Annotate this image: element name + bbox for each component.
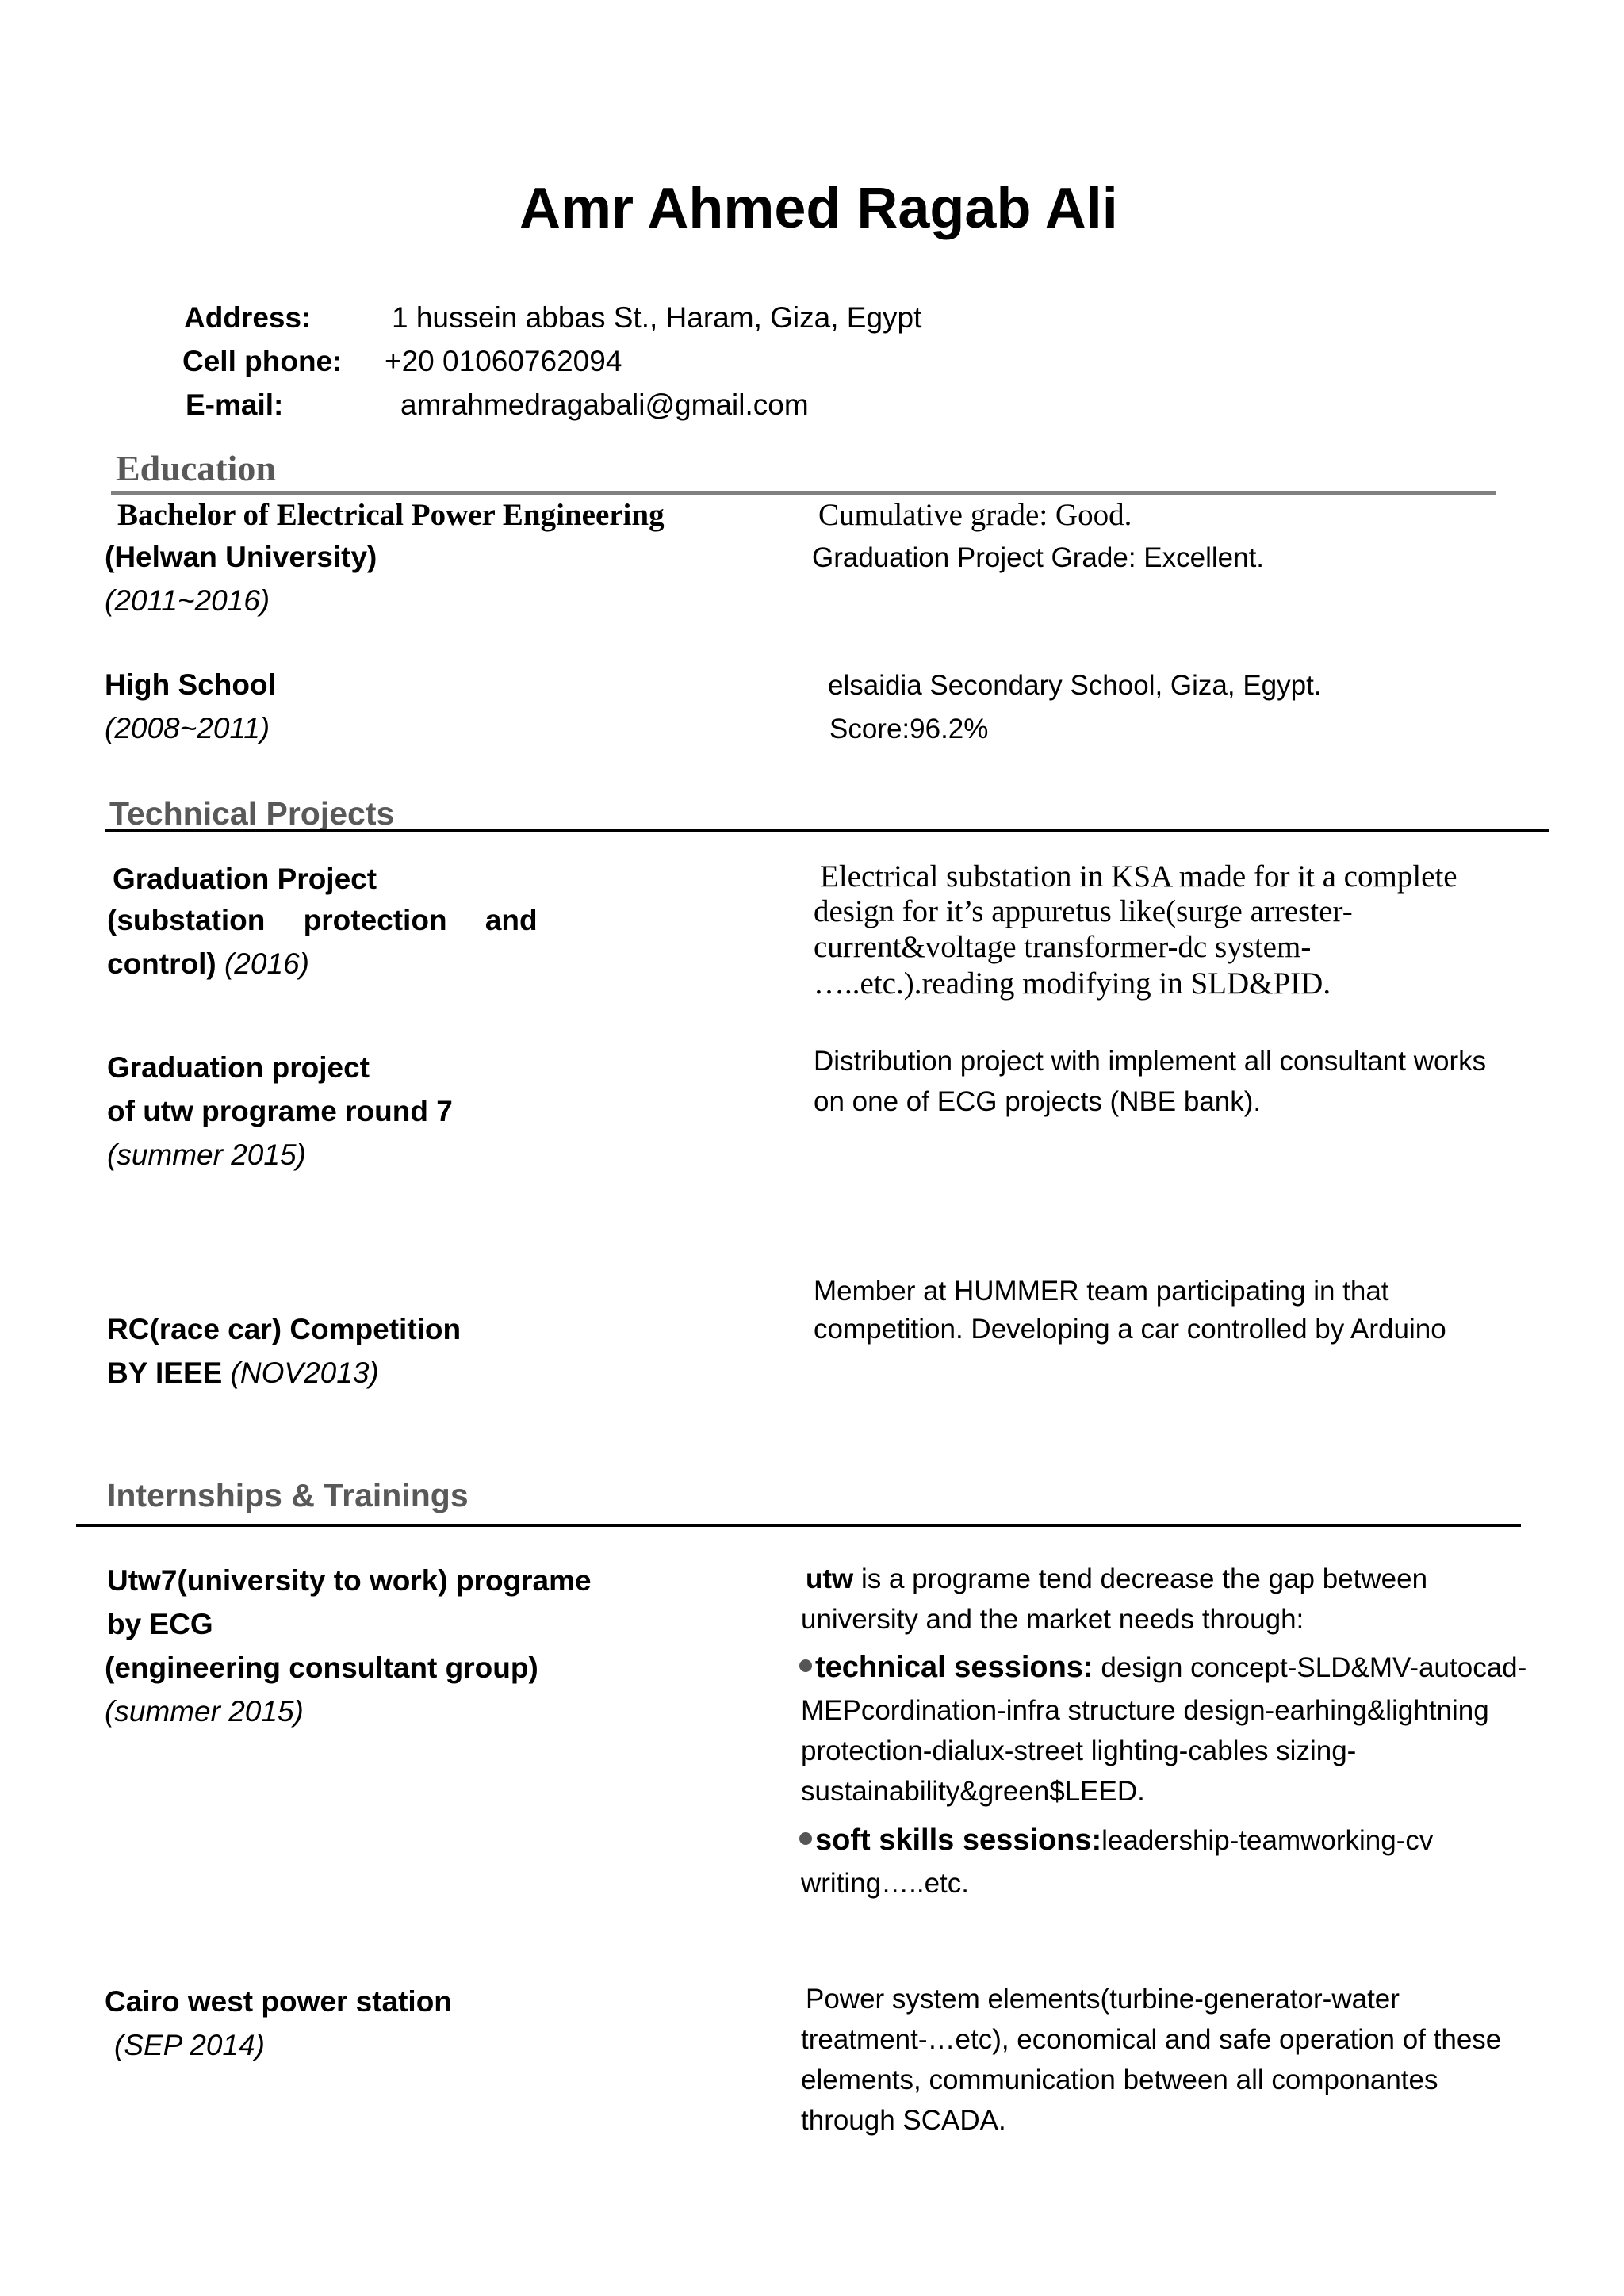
section-heading-education: Education [116, 448, 276, 488]
bullet-icon [799, 1659, 812, 1672]
project-1-desc-3: current&voltage transformer-dc system- [814, 930, 1312, 964]
utw-intro-bold: utw [806, 1563, 854, 1594]
high-school-score: Score:96.2% [829, 714, 989, 744]
bullet-icon [799, 1832, 812, 1845]
project-3-line2-bold: BY IEEE [107, 1357, 223, 1389]
tech-sessions-text: design concept-SLD&MV-autocad- [1093, 1652, 1527, 1683]
project-1-desc-1: Electrical substation in KSA made for it a complete [820, 859, 1457, 894]
project-1-line2: (substation protection and [107, 904, 538, 936]
project-1-title [113, 858, 377, 901]
project-3-line2 [107, 1357, 379, 1390]
bachelor-degree: Bachelor of Electrical Power Engineering [117, 498, 665, 532]
utw-intro-rest: is a programe tend decrease the gap between [853, 1563, 1428, 1594]
project-1-line3 [107, 947, 309, 981]
internships-rule [76, 1524, 1521, 1527]
utw-date: (summer 2015) [105, 1695, 304, 1728]
project-1-desc-2: design for it’s appuretus like(surge arrester- [814, 894, 1353, 928]
cairo-title: Cairo west power station [105, 1985, 452, 2018]
cairo-date: (SEP 2014) [114, 2029, 265, 2061]
email-value[interactable]: amrahmedragabali@gmail.com [400, 388, 809, 421]
tech-sessions-label: technical sessions: [815, 1651, 1094, 1684]
project-3-date: (NOV2013) [222, 1357, 379, 1389]
project-1-desc-4: …..etc.).reading modifying in SLD&PID. [814, 966, 1331, 1001]
cairo-desc-4: through SCADA. [801, 2105, 1006, 2136]
utw-line1: Utw7(university to work) programe [107, 1564, 592, 1597]
cairo-desc-1: Power system elements(turbine-generator-water [806, 1984, 1400, 2015]
section-heading-internships: Internships & Trainings [107, 1477, 469, 1513]
tech-sessions-4: sustainability&green$LEED. [801, 1776, 1145, 1807]
projects-rule [105, 829, 1549, 832]
page-title: Amr Ahmed Ragab Ali [519, 177, 1118, 240]
university-name: (Helwan University) [105, 541, 377, 573]
utw-line3: (engineering consultant group) [105, 1651, 538, 1684]
address-value: 1 hussein abbas St., Haram, Giza, Egypt [392, 301, 922, 334]
utw-intro-1 [806, 1563, 1427, 1595]
cairo-desc-3: elements, communication between all componantes [801, 2064, 1438, 2095]
phone-value: +20 01060762094 [385, 345, 622, 377]
project-3-line1: RC(race car) Competition [107, 1313, 462, 1345]
soft-skills-line [799, 1823, 1433, 1858]
project-3-desc-2: competition. Developing a car controlled by Arduino [814, 1314, 1446, 1345]
email-label: E-mail: [186, 388, 284, 421]
project-2-desc-1: Distribution project with implement all consultant works [814, 1046, 1487, 1077]
tech-sessions-3: protection-dialux-street lighting-cables sizing- [801, 1735, 1357, 1766]
utw-line2: by ECG [107, 1608, 213, 1640]
tech-sessions-2: MEPcordination-infra structure design-earhing&lightning [801, 1695, 1489, 1726]
cumulative-grade: Cumulative grade: Good. [818, 498, 1132, 532]
soft-skills-2: writing…..etc. [801, 1868, 969, 1899]
project-3-desc-1: Member at HUMMER team participating in that [814, 1276, 1389, 1307]
soft-skills-text: leadership-teamworking-cv [1101, 1825, 1434, 1856]
project-grade: Graduation Project Grade: Excellent. [812, 542, 1265, 573]
education-rule [111, 491, 1496, 495]
high-school-title: High School [105, 668, 276, 701]
project-2-date: (summer 2015) [107, 1138, 306, 1171]
utw-intro-2: university and the market needs through: [801, 1604, 1304, 1635]
high-school-name: elsaidia Secondary School, Giza, Egypt. [828, 670, 1322, 701]
project-2-desc-2: on one of ECG projects (NBE bank). [814, 1086, 1262, 1117]
section-heading-projects: Technical Projects [109, 795, 395, 832]
soft-skills-label: soft skills sessions: [815, 1823, 1102, 1857]
project-1-line3-bold: control) [107, 947, 216, 980]
cairo-desc-2: treatment-…etc), economical and safe operation of these [801, 2024, 1502, 2055]
tech-sessions-line [799, 1651, 1526, 1685]
project-2-line2: of utw programe round 7 [107, 1095, 453, 1127]
address-label: Address: [184, 301, 312, 334]
bachelor-years: (2011~2016) [105, 584, 270, 617]
project-1-line1: Graduation Project [113, 863, 377, 895]
phone-label: Cell phone: [182, 345, 343, 377]
project-1-date: (2016) [216, 947, 309, 980]
high-school-years: (2008~2011) [105, 712, 270, 744]
project-2-line1: Graduation project [107, 1051, 370, 1084]
